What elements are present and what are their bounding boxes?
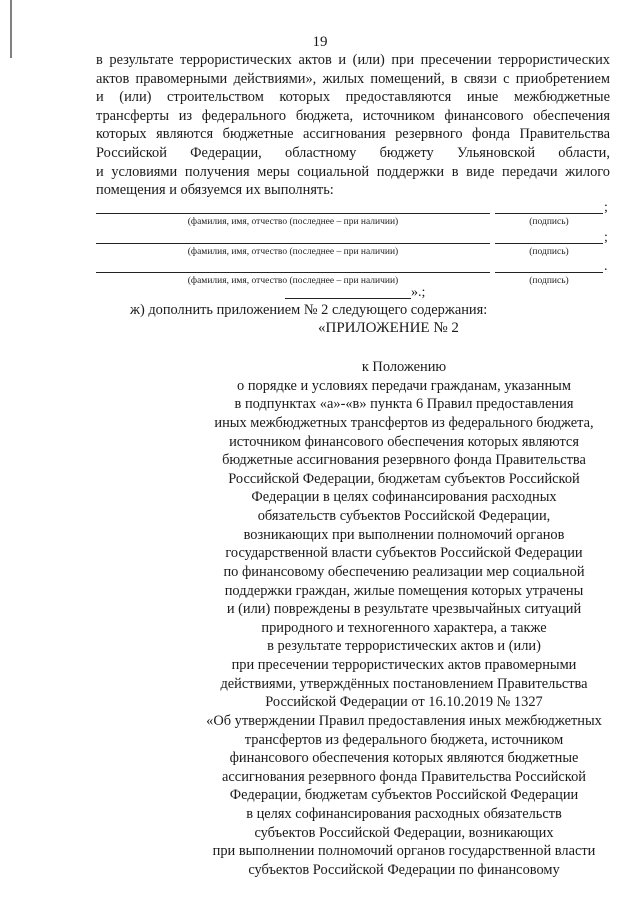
appendix-line: иных межбюджетных трансфертов из федерального бюджета, (214, 414, 594, 431)
appendix-line: природного и техногенного характера, а также (261, 619, 547, 636)
appendix-line: источником финансового обеспечения которых являются (229, 433, 579, 450)
signature-caption: (подпись) (529, 276, 569, 286)
signature-line (495, 272, 603, 273)
paragraph-line: которых являются бюджетные ассигнования резервного фонда Правительства (96, 126, 610, 143)
appendix-line: и (или) повреждены в результате чрезвычайных ситуаций (226, 601, 582, 618)
appendix-line: бюджетные ассигнования резервного фонда Правительства (222, 452, 586, 469)
paragraph-line: помещения и обязуемся их выполнять: (96, 182, 334, 199)
appendix-line: в результате террористических актов и (или) (267, 638, 541, 655)
appendix-line: Российской Федерации от 16.10.2019 № 1327 (265, 694, 543, 711)
paragraph-line: актов правомерными действиями», жилых помещений, в связи с приобретением (96, 70, 610, 87)
signature-line (495, 213, 603, 214)
paragraph-line: и условиями получения меры социальной поддержки в виде передачи жилого (96, 163, 610, 180)
appendix-line: ассигнования резервного фонда Правительства Российской (222, 768, 586, 785)
name-signature-line (96, 272, 490, 273)
appendix-line: Российской Федерации, бюджетам субъектов Российской (228, 470, 580, 487)
consent-paragraph (96, 51, 610, 200)
appendix-line: Федерации, бюджетам субъектов Российской Федерации (229, 787, 579, 804)
signature-caption: (подпись) (529, 247, 569, 257)
appendix-line: действиями, утверждённых постановлением Правительства (220, 675, 588, 692)
appendix-line: финансового обеспечения которых являются бюджетные (229, 750, 579, 767)
name-caption: (фамилия, имя, отчество (последнее – при наличии) (187, 217, 399, 227)
name-signature-line (96, 213, 490, 214)
appendix-line: при пресечении террористических актов правомерными (231, 657, 577, 673)
appendix-line: поддержки граждан, жилые помещения которых утрачены (224, 582, 584, 599)
amendment-intro: ж) дополнить приложением № 2 следующего содержания: (130, 302, 488, 318)
paragraph-line: и (или) строительством которых предоставляются иные межбюджетные (96, 89, 610, 106)
appendix-line: обязательств субъектов Российской Федерации, (257, 508, 551, 524)
signature-line (495, 243, 603, 244)
name-caption: (фамилия, имя, отчество (последнее – при наличии) (187, 276, 399, 286)
appendix-line: трансфертов из федерального бюджета, источником (244, 731, 564, 748)
page-number: 19 (312, 34, 328, 50)
appendix-line: в подпунктах «а»-«в» пункта 6 Правил предоставления (234, 396, 574, 413)
appendix-header-block (160, 358, 640, 880)
signature-end-mark: . (604, 259, 608, 274)
paragraph-line: трансферты из федерального бюджета, источником финансового обеспечения (96, 107, 610, 124)
signature-end-mark: ; (604, 230, 608, 245)
name-caption: (фамилия, имя, отчество (последнее – при наличии) (187, 247, 399, 257)
appendix-line: в целях софинансирования расходных обязательств (246, 806, 562, 822)
appendix-line: государственной власти субъектов Российской Федерации (225, 545, 583, 562)
appendix-line: при выполнении полномочий органов государственной власти (212, 843, 596, 860)
appendix-line: возникающих при выполнении полномочий органов (243, 526, 565, 543)
signature-caption: (подпись) (529, 217, 569, 227)
closing-mark: ».; (411, 285, 426, 300)
appendix-title: «ПРИЛОЖЕНИЕ № 2 (318, 320, 459, 336)
closing-blank-line (285, 298, 411, 299)
appendix-line: Федерации в целях софинансирования расходных (251, 489, 557, 506)
appendix-line: субъектов Российской Федерации по финансовому (248, 861, 560, 878)
name-signature-line (96, 243, 490, 244)
appendix-line: по финансовому обеспечению реализации мер социальной (223, 563, 585, 580)
appendix-line: «Об утверждении Правил предоставления иных межбюджетных (206, 712, 602, 729)
appendix-line: к Положению (361, 359, 447, 375)
appendix-line: субъектов Российской Федерации, возникающих (254, 824, 554, 841)
appendix-line: о порядке и условиях передачи гражданам, указанным (237, 377, 571, 394)
signature-end-mark: ; (604, 200, 608, 215)
paragraph-line: Российской Федерации, областному бюджету Ульяновской области, (96, 144, 610, 161)
paragraph-line: в результате террористических актов и (или) при пресечении террористических (96, 52, 610, 68)
